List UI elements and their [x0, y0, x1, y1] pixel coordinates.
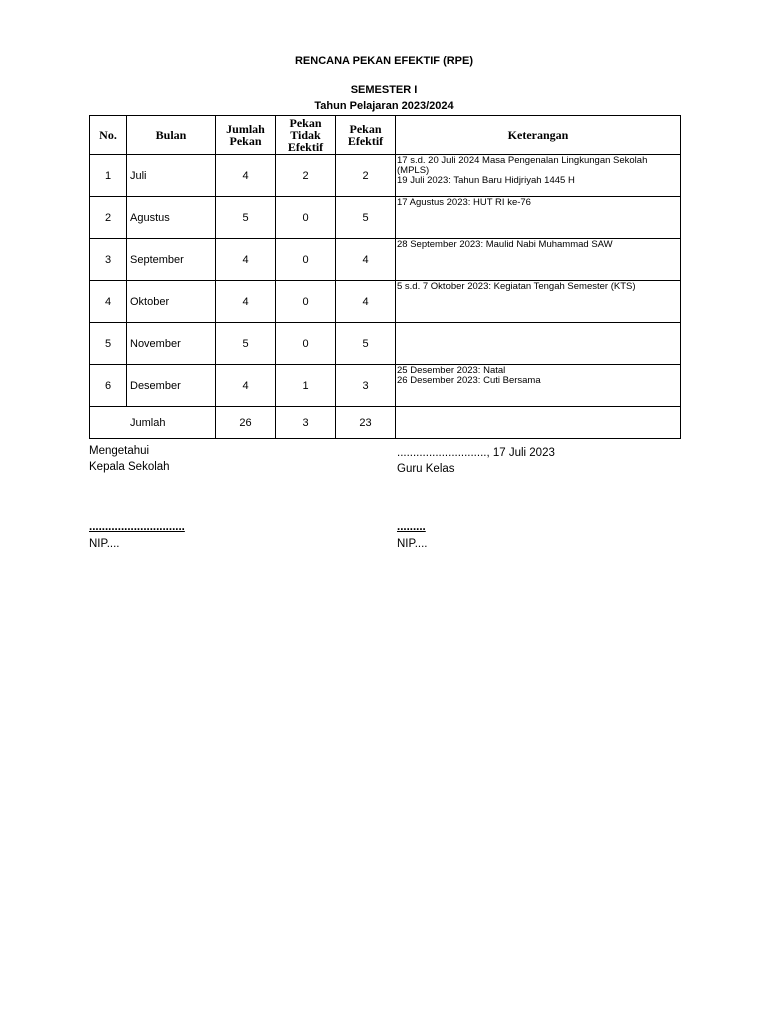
- keterangan-line: 28 September 2023: Maulid Nabi Muhammad SAW: [397, 239, 613, 250]
- keterangan-line: 17 s.d. 20 Juli 2024 Masa Pengenalan Lingkungan Sekolah (MPLS): [397, 155, 648, 176]
- header-pekan-efektif: [336, 116, 396, 155]
- cell-pekan-efektif: 5: [336, 323, 396, 365]
- table-row: [90, 365, 681, 407]
- signature-left-line2: Kepala Sekolah: [89, 461, 170, 473]
- cell-pekan-tidak-efektif: 0: [276, 197, 336, 239]
- keterangan-line: 25 Desember 2023: Natal: [397, 365, 506, 376]
- academic-year: Tahun Pelajaran 2023/2024: [314, 100, 454, 112]
- cell-pekan-tidak-efektif: 1: [276, 365, 336, 407]
- cell-pekan-tidak-efektif: 2: [276, 155, 336, 197]
- header-keterangan: Keterangan: [396, 116, 681, 155]
- signature-right-nip: NIP....: [397, 538, 428, 550]
- document-title: RENCANA PEKAN EFEKTIF (RPE): [294, 55, 474, 67]
- cell-jumlah-pekan: 5: [216, 323, 276, 365]
- total-jumlah-pekan: 26: [216, 407, 276, 439]
- cell-no: 3: [90, 239, 127, 281]
- table-total-row: [90, 407, 681, 439]
- cell-keterangan: [396, 155, 681, 197]
- cell-bulan: September: [127, 239, 216, 281]
- cell-pekan-tidak-efektif: 0: [276, 239, 336, 281]
- cell-jumlah-pekan: 4: [216, 365, 276, 407]
- header-jumlah-pekan: [216, 116, 276, 155]
- cell-jumlah-pekan: 4: [216, 281, 276, 323]
- cell-keterangan: [396, 323, 681, 365]
- table-row: [90, 239, 681, 281]
- cell-pekan-efektif: 2: [336, 155, 396, 197]
- cell-pekan-tidak-efektif: 0: [276, 323, 336, 365]
- cell-pekan-efektif: 4: [336, 281, 396, 323]
- cell-no: 5: [90, 323, 127, 365]
- cell-no: 4: [90, 281, 127, 323]
- header-no: No.: [90, 116, 127, 155]
- cell-no: 2: [90, 197, 127, 239]
- cell-bulan: Desember: [127, 365, 216, 407]
- table-row: [90, 197, 681, 239]
- header-pekan-tidak-efektif-line: Efektif: [287, 140, 324, 154]
- cell-jumlah-pekan: 5: [216, 197, 276, 239]
- total-label: Jumlah: [90, 407, 216, 439]
- total-pekan-efektif: 23: [336, 407, 396, 439]
- keterangan-line: 19 Juli 2023: Tahun Baru Hidjriyah 1445 H: [397, 175, 575, 186]
- total-keterangan: [396, 407, 681, 439]
- table-row: [90, 323, 681, 365]
- signature-left-nip: NIP....: [89, 538, 120, 550]
- cell-keterangan: [396, 239, 681, 281]
- cell-no: 1: [90, 155, 127, 197]
- header-pekan-efektif-line: Efektif: [347, 134, 384, 148]
- cell-pekan-efektif: 5: [336, 197, 396, 239]
- keterangan-line: 26 Desember 2023: Cuti Bersama: [397, 375, 541, 386]
- cell-jumlah-pekan: 4: [216, 155, 276, 197]
- cell-keterangan: [396, 365, 681, 407]
- header-jumlah-pekan-line: Pekan: [229, 134, 262, 148]
- cell-pekan-efektif: 4: [336, 239, 396, 281]
- header-bulan: Bulan: [127, 116, 216, 155]
- cell-bulan: Agustus: [127, 197, 216, 239]
- cell-pekan-tidak-efektif: 0: [276, 281, 336, 323]
- keterangan-line: 5 s.d. 7 Oktober 2023: Kegiatan Tengah Semester (KTS): [397, 281, 636, 292]
- header-jumlah-pekan-line: Jumlah: [226, 122, 265, 136]
- signature-right-place-date: ............................, 17 Juli 2023: [397, 447, 555, 459]
- cell-jumlah-pekan: 4: [216, 239, 276, 281]
- keterangan-line: 17 Agustus 2023: HUT RI ke-76: [397, 197, 531, 208]
- cell-bulan: Juli: [127, 155, 216, 197]
- table-row: [90, 155, 681, 197]
- header-pekan-tidak-efektif-line: Tidak: [290, 128, 321, 142]
- signature-right-role: Guru Kelas: [397, 463, 455, 475]
- table-row: [90, 281, 681, 323]
- rpe-table: [89, 115, 681, 439]
- signature-right-name: .........: [397, 521, 426, 533]
- table-header-row: [90, 116, 681, 155]
- header-pekan-tidak-efektif-line: Pekan: [289, 116, 322, 130]
- header-pekan-tidak-efektif: [276, 116, 336, 155]
- cell-keterangan: [396, 197, 681, 239]
- signature-left-line1: Mengetahui: [89, 445, 150, 457]
- header-pekan-efektif-line: Pekan: [349, 122, 382, 136]
- signature-left-name: ..............................: [89, 521, 185, 533]
- cell-bulan: November: [127, 323, 216, 365]
- cell-pekan-efektif: 3: [336, 365, 396, 407]
- semester-label: SEMESTER I: [350, 84, 418, 96]
- cell-no: 6: [90, 365, 127, 407]
- cell-keterangan: [396, 281, 681, 323]
- total-pekan-tidak-efektif: 3: [276, 407, 336, 439]
- cell-bulan: Oktober: [127, 281, 216, 323]
